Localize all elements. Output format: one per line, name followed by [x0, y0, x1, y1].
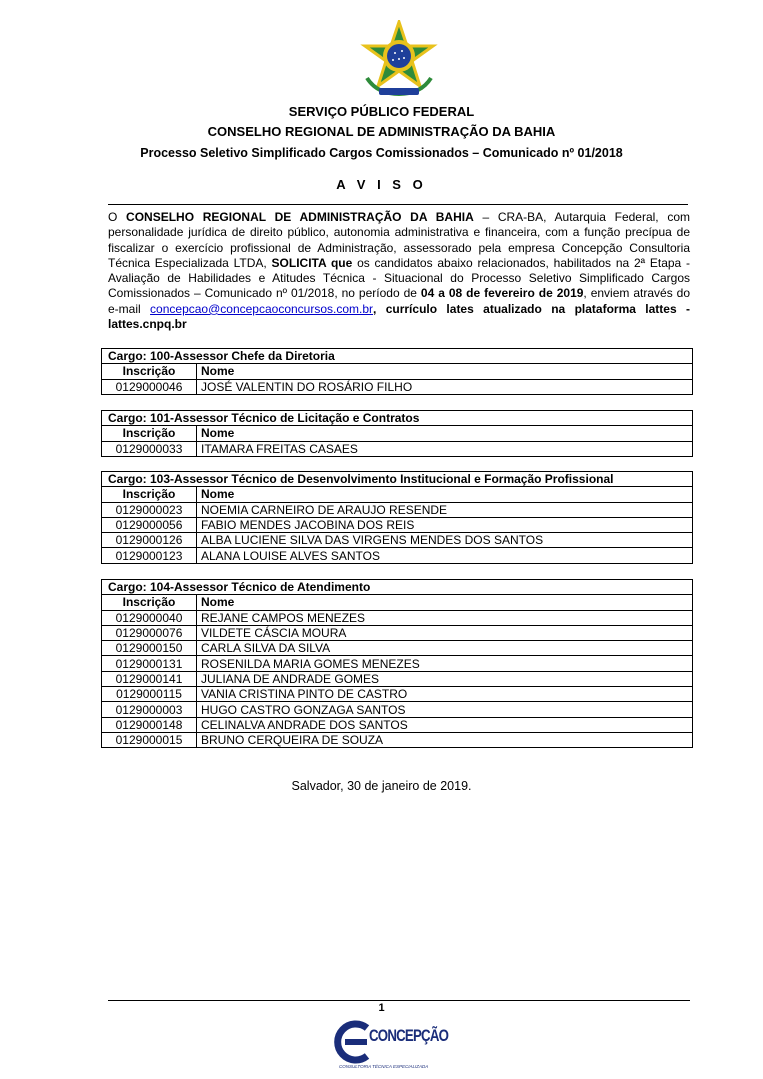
inscricao-cell: 0129000046 — [102, 379, 197, 394]
cargo-table-104 — [101, 579, 693, 748]
inscricao-cell: 0129000033 — [102, 441, 197, 456]
column-header-inscricao: Inscrição — [102, 364, 197, 379]
cargo-title: Cargo: 103-Assessor Técnico de Desenvolvimento Institucional e Formação Profissional — [102, 472, 693, 487]
inscricao-cell: 0129000056 — [102, 517, 197, 532]
intro-paragraph — [108, 210, 690, 332]
column-header-nome: Nome — [197, 487, 693, 502]
email-link[interactable]: concepcao@concepcaoconcursos.com.br — [150, 301, 374, 316]
nome-cell: ROSENILDA MARIA GOMES MENEZES — [197, 656, 693, 671]
cargo-table-103 — [101, 471, 693, 564]
aviso-title: A V I S O — [336, 177, 427, 192]
table-row — [102, 502, 693, 517]
inscricao-cell: 0129000131 — [102, 656, 197, 671]
table-row — [102, 533, 693, 548]
concepcao-logo-icon — [331, 1018, 449, 1070]
nome-cell: HUGO CASTRO GONZAGA SANTOS — [197, 702, 693, 717]
table-row — [102, 702, 693, 717]
footer-divider — [108, 1000, 690, 1001]
header-divider — [108, 204, 688, 205]
inscricao-cell: 0129000076 — [102, 625, 197, 640]
closing-date: Salvador, 30 de janeiro de 2019. — [291, 779, 472, 793]
table-row — [102, 548, 693, 563]
inscricao-cell: 0129000023 — [102, 502, 197, 517]
inscricao-cell: 0129000115 — [102, 687, 197, 702]
header-line-3: Processo Seletivo Simplificado Cargos Comissionados – Comunicado nº 01/2018 — [140, 146, 623, 160]
table-row — [102, 656, 693, 671]
column-header-inscricao: Inscrição — [102, 426, 197, 441]
table-row — [102, 441, 693, 456]
inscricao-cell: 0129000150 — [102, 641, 197, 656]
nome-cell: CARLA SILVA DA SILVA — [197, 641, 693, 656]
table-row — [102, 610, 693, 625]
nome-cell: NOEMIA CARNEIRO DE ARAUJO RESENDE — [197, 502, 693, 517]
nome-cell: CELINALVA ANDRADE DOS SANTOS — [197, 717, 693, 732]
inscricao-cell: 0129000123 — [102, 548, 197, 563]
intro-bold-2: SOLICITA que — [271, 255, 353, 270]
column-header-nome: Nome — [197, 595, 693, 610]
nome-cell: JULIANA DE ANDRADE GOMES — [197, 671, 693, 686]
cargo-title: Cargo: 101-Assessor Técnico de Licitação e Contratos — [102, 411, 693, 426]
cargo-title: Cargo: 100-Assessor Chefe da Diretoria — [102, 349, 693, 364]
intro-bold-1: CONSELHO REGIONAL DE ADMINISTRAÇÃO DA BAHIA — [126, 210, 474, 224]
column-header-nome: Nome — [197, 426, 693, 441]
table-row — [102, 625, 693, 640]
intro-text-2: – CRA-BA, Autarquia Federal, com personalidade jurídica de direito público, autonomia administrativa e financeira, com a função precípua de fiscalizar o exercício profissional de Administração, assessorado pela empresa Concepção Consultoria Técnica Especializada LTDA, — [108, 210, 690, 270]
header-line-2: CONSELHO REGIONAL DE ADMINISTRAÇÃO DA BAHIA — [207, 124, 556, 139]
inscricao-cell: 0129000015 — [102, 732, 197, 747]
nome-cell: FABIO MENDES JACOBINA DOS REIS — [197, 517, 693, 532]
nome-cell: ALANA LOUISE ALVES SANTOS — [197, 548, 693, 563]
inscricao-cell: 0129000040 — [102, 610, 197, 625]
header-line-1: SERVIÇO PÚBLICO FEDERAL — [288, 104, 475, 119]
nome-cell: REJANE CAMPOS MENEZES — [197, 610, 693, 625]
nome-cell: BRUNO CERQUEIRA DE SOUZA — [197, 732, 693, 747]
table-row — [102, 732, 693, 747]
column-header-inscricao: Inscrição — [102, 595, 197, 610]
column-header-inscricao: Inscrição — [102, 487, 197, 502]
inscricao-cell: 0129000141 — [102, 671, 197, 686]
cargo-table-100 — [101, 348, 693, 395]
intro-text-1: O — [108, 210, 127, 224]
cargo-title: Cargo: 104-Assessor Técnico de Atendimento — [102, 580, 693, 595]
table-row — [102, 641, 693, 656]
intro-bold-3: 04 a 08 de fevereiro de 2019 — [420, 286, 584, 301]
nome-cell: VILDETE CÁSCIA MOURA — [197, 625, 693, 640]
intro-bold-4: , currículo lates atualizado na plataforma lattes - lattes.cnpq.br — [108, 301, 690, 332]
table-row — [102, 671, 693, 686]
nome-cell: VANIA CRISTINA PINTO DE CASTRO — [197, 687, 693, 702]
column-header-nome: Nome — [197, 364, 693, 379]
nome-cell: ITAMARA FREITAS CASAES — [197, 441, 693, 456]
logo-text: CONCEPÇÃO — [369, 1026, 449, 1045]
intro-text-4: , enviem através do e-mail — [108, 286, 691, 316]
table-row — [102, 517, 693, 532]
intro-text-3: os candidatos abaixo relacionados, habilitados na 2ª Etapa - Avaliação de Habilidades e Atitudes Técnica - Situacional do Processo Seletivo Simplificado Cargos Comissionados – Comunicado nº 01/2018, no período de — [108, 255, 690, 301]
nome-cell: ALBA LUCIENE SILVA DAS VIRGENS MENDES DOS SANTOS — [197, 533, 693, 548]
cargo-table-101 — [101, 410, 693, 457]
table-row — [102, 717, 693, 732]
brazil-coat-of-arms-icon — [357, 20, 441, 98]
table-row — [102, 379, 693, 394]
table-row — [102, 687, 693, 702]
page-number: 1 — [378, 1002, 385, 1014]
nome-cell: JOSÉ VALENTIN DO ROSÁRIO FILHO — [197, 379, 693, 394]
logo-tagline: CONSULTORIA TÉCNICA ESPECIALIZADA — [339, 1064, 429, 1069]
inscricao-cell: 0129000126 — [102, 533, 197, 548]
inscricao-cell: 0129000003 — [102, 702, 197, 717]
inscricao-cell: 0129000148 — [102, 717, 197, 732]
